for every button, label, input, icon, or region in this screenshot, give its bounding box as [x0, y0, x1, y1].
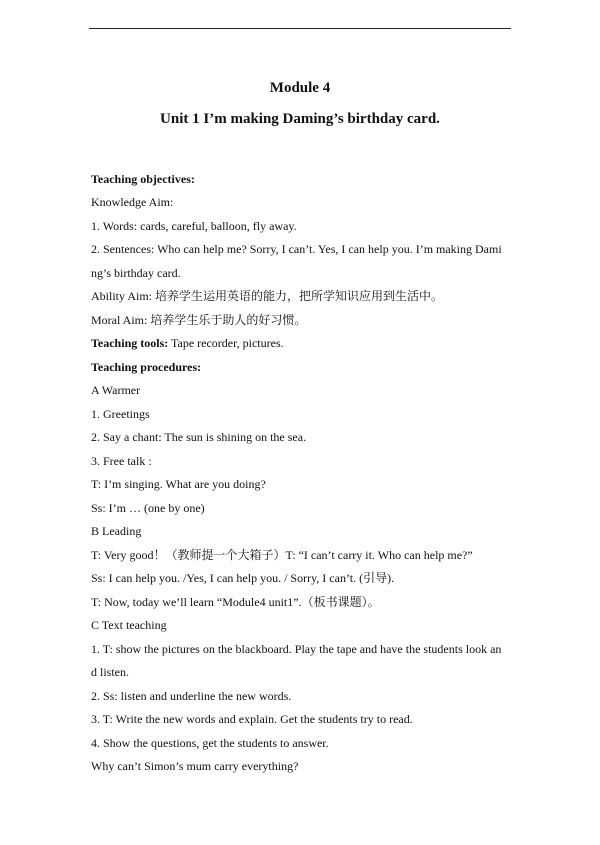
dialogue-line: T: Now, today we’ll learn “Module4 unit1”.（板书课题）。 — [91, 595, 380, 609]
list-item: 2. Say a chant: The sun is shining on the sea. — [91, 430, 307, 444]
section-c-heading: C Text teaching — [91, 618, 167, 632]
unit-title: Unit 1 I’m making Daming’s birthday card. — [160, 111, 440, 127]
section-b-heading: B Leading — [91, 524, 142, 538]
list-item: d listen. — [91, 665, 129, 679]
dialogue-line: T: Very good！（教师提一个大箱子）T: “I can’t carry it. Who can help me?” — [91, 548, 473, 562]
module-title: Module 4 — [269, 80, 331, 96]
list-item: 3. Free talk : — [91, 454, 152, 468]
procedures-heading: Teaching procedures: — [91, 360, 202, 374]
section-a-heading: A Warmer — [91, 383, 141, 397]
sentences-line-2: ng’s birthday card. — [91, 266, 181, 280]
tools-value: Tape recorder, pictures. — [168, 336, 284, 350]
list-item: 4. Show the questions, get the students to answer. — [91, 736, 329, 750]
tools-label: Teaching tools: — [91, 336, 169, 350]
dialogue-line: Ss: I’m … (one by one) — [91, 501, 205, 515]
teaching-tools — [91, 335, 511, 351]
moral-aim: Moral Aim: 培养学生乐于助人的好习惯。 — [91, 313, 307, 327]
header-rule — [89, 28, 511, 29]
list-item: 1. T: show the pictures on the blackboard. Play the tape and have the students look an — [91, 642, 502, 656]
objectives-heading: Teaching objectives: — [91, 172, 195, 186]
dialogue-line: Ss: I can help you. /Yes, I can help you. / Sorry, I can’t. (引导). — [91, 571, 395, 585]
words-line: 1. Words: cards, careful, balloon, fly away. — [91, 219, 297, 233]
list-item: 3. T: Write the new words and explain. Get the students try to read. — [91, 712, 413, 726]
list-item: 1. Greetings — [91, 407, 150, 421]
list-item: 2. Ss: listen and underline the new words. — [91, 689, 292, 703]
sentences-line-1: 2. Sentences: Who can help me? Sorry, I can’t. Yes, I can help you. I’m making Dami — [91, 242, 502, 256]
knowledge-aim: Knowledge Aim: — [91, 195, 174, 209]
ability-aim: Ability Aim: 培养学生运用英语的能力，把所学知识应用到生活中。 — [91, 289, 444, 303]
question-line: Why can’t Simon’s mum carry everything? — [91, 759, 299, 773]
dialogue-line: T: I’m singing. What are you doing? — [91, 477, 266, 491]
